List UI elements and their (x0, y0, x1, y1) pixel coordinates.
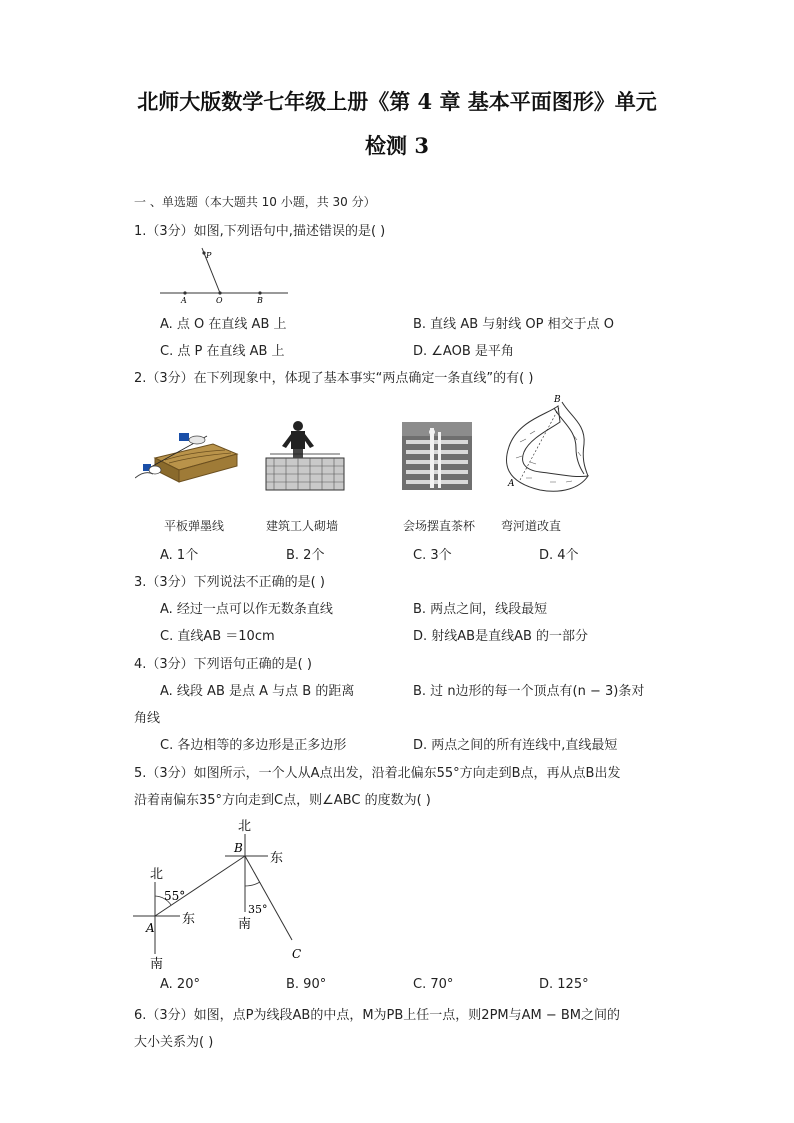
q5-label-a: A (146, 921, 155, 935)
q5-option-b: B. 90° (286, 977, 327, 992)
q2-caption-4: 弯河道改直 (501, 519, 562, 533)
q2-option-d: D. 4个 (539, 548, 579, 563)
q5-label-b: B (234, 841, 243, 855)
q2-caption-2: 建筑工人砌墙 (266, 519, 339, 533)
page-title-line2: 检测 3 (365, 133, 429, 158)
q2-river-label-a: A (508, 479, 515, 489)
q3-option-a: A. 经过一点可以作无数条直线 (160, 602, 333, 617)
q2-image-wall (264, 420, 346, 492)
q3-option-d: D. 射线AB是直线AB 的一部分 (413, 629, 589, 644)
q4-option-a: A. 线段 AB 是点 A 与点 B 的距离 (160, 684, 355, 699)
q5-label-c: C (292, 947, 302, 961)
q1-point-b (258, 291, 261, 294)
q5-label-east-b: 东 (270, 851, 284, 866)
q5-label-north-b: 北 (238, 819, 252, 834)
q3-option-c: C. 直线AB ＝10cm (160, 629, 275, 644)
q6-stem-line2: 大小关系为( ) (134, 1035, 214, 1050)
q2-river-label-b: B (554, 395, 561, 405)
q6-stem-line1: 6.（3分）如图，点P为线段AB的中点，M为PB上任一点，则2PM与AM − BM之间的 (134, 1008, 621, 1023)
q5-option-d: D. 125° (539, 977, 589, 992)
q5-label-north-a: 北 (150, 867, 164, 882)
q5-label-south-a: 南 (150, 957, 164, 972)
q5-figure (130, 812, 310, 974)
q5-stem-line2: 沿着南偏东35°方向走到C点，则∠ABC 的度数为( ) (134, 793, 431, 808)
q5-angle-35: 35° (248, 903, 268, 916)
q2-option-c: C. 3个 (413, 548, 452, 563)
q4-option-b-continued: 角线 (134, 711, 161, 726)
q2-stem: 2.（3分）在下列现象中，体现了基本事实“两点确定一条直线”的有( ) (134, 371, 534, 386)
q1-option-b: B. 直线 AB 与射线 OP 相交于点 O (413, 317, 614, 332)
q1-figure (150, 240, 300, 306)
q5-label-south-b: 南 (238, 917, 252, 932)
q3-option-b: B. 两点之间，线段最短 (413, 602, 548, 617)
q1-option-a: A. 点 O 在直线 AB 上 (160, 317, 287, 332)
q2-option-a: A. 1个 (160, 548, 199, 563)
q2-option-b: B. 2个 (286, 548, 325, 563)
person-icon (429, 429, 435, 435)
q1-point-o (218, 291, 221, 294)
q1-label-a: A (181, 296, 187, 305)
q3-stem: 3.（3分）下列说法不正确的是( ) (134, 575, 325, 590)
q2-image-ink-line (135, 430, 243, 488)
q2-caption-1: 平板弹墨线 (164, 519, 225, 533)
q1-stem: 1.（3分）如图,下列语句中,描述错误的是( ) (134, 224, 386, 239)
q5-option-c: C. 70° (413, 977, 454, 992)
section-header: 一 、单选题（本大题共 10 小题，共 30 分） (134, 195, 376, 209)
q5-stem-line1: 5.（3分）如图所示，一个人从A点出发，沿着北偏东55°方向走到B点，再从点B出发 (134, 766, 621, 781)
q4-option-c: C. 各边相等的多边形是正多边形 (160, 738, 347, 753)
hand-icon (179, 433, 189, 441)
q4-option-d: D. 两点之间的所有连线中,直线最短 (413, 738, 618, 753)
worker-icon (293, 421, 303, 431)
q5-angle-55: 55° (164, 889, 186, 903)
q1-option-c: C. 点 P 在直线 AB 上 (160, 344, 285, 359)
q2-image-teacups (402, 422, 472, 490)
q5-option-a: A. 20° (160, 977, 200, 992)
q2-caption-3: 会场摆直茶杯 (403, 519, 476, 533)
q5-label-east-a: 东 (182, 912, 196, 927)
q1-label-b: B (257, 296, 263, 305)
q1-label-p: P (206, 251, 212, 260)
q1-point-a (183, 291, 186, 294)
q1-label-o: O (216, 296, 223, 305)
page-title-line1: 北师大版数学七年级上册《第 4 章 基本平面图形》单元 (137, 89, 657, 114)
q4-stem: 4.（3分）下列语句正确的是( ) (134, 657, 312, 672)
q4-option-b: B. 过 n边形的每一个顶点有(n − 3)条对 (413, 684, 645, 699)
q1-option-d: D. ∠AOB 是平角 (413, 344, 514, 359)
q2-image-river (500, 392, 592, 496)
